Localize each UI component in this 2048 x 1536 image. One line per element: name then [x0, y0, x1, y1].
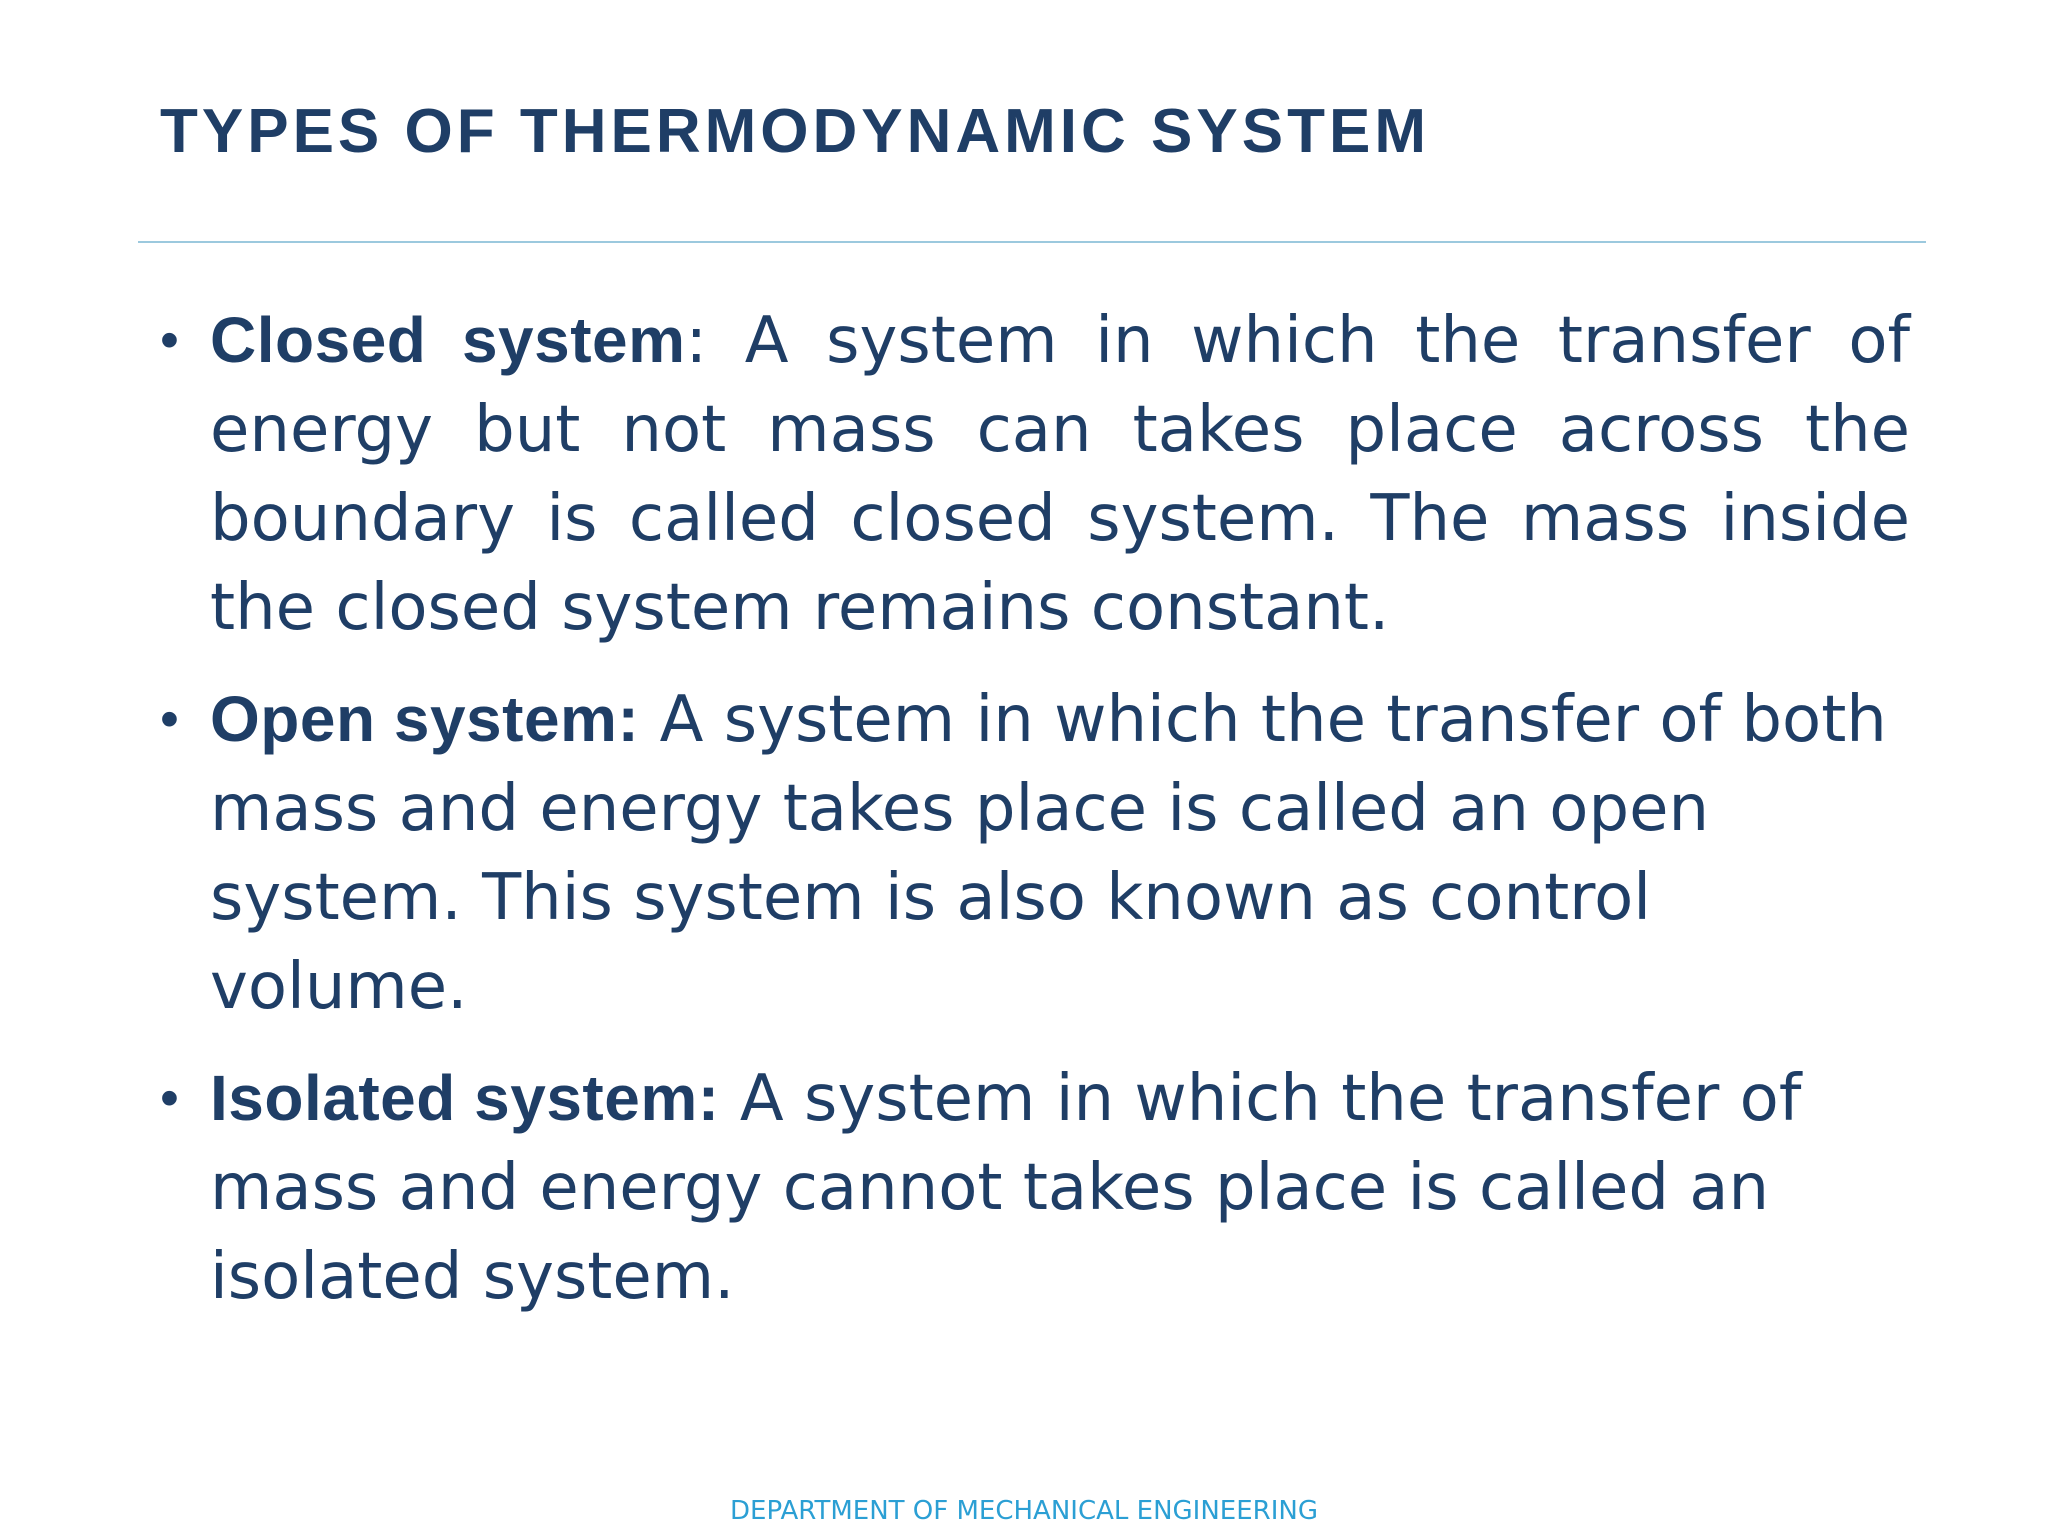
bullet-term: Isolated system: [210, 1062, 720, 1134]
bullet-icon: • [160, 1068, 179, 1128]
bullet-icon: • [160, 310, 179, 370]
bullet-open-system [160, 675, 1910, 1032]
bullet-term: Open system: [210, 683, 640, 755]
bullet-closed-system [160, 296, 1910, 653]
bullet-isolated-system [160, 1054, 1910, 1322]
bullet-definition: A system in which the transfer of mass and energy cannot takes place is called an isolated system. [210, 1062, 1802, 1314]
bullet-definition: A system in which the transfer of both mass and energy takes place is called an open system. This system is also known as control volume. [210, 683, 1887, 1024]
footer-department: DEPARTMENT OF MECHANICAL ENGINEERING [730, 1496, 1318, 1526]
bullet-list [160, 296, 1910, 1344]
slide-title: TYPES OF THERMODYNAMIC SYSTEM [160, 97, 1430, 166]
bullet-icon: • [160, 689, 179, 749]
bullet-separator: : [685, 304, 708, 378]
title-divider [138, 241, 1926, 243]
bullet-term: Closed system [210, 304, 686, 376]
bullet-definition: A system in which the transfer of energy but not mass can takes place across the boundary is called closed system. The mass inside the closed system remains constant. [210, 304, 1910, 645]
